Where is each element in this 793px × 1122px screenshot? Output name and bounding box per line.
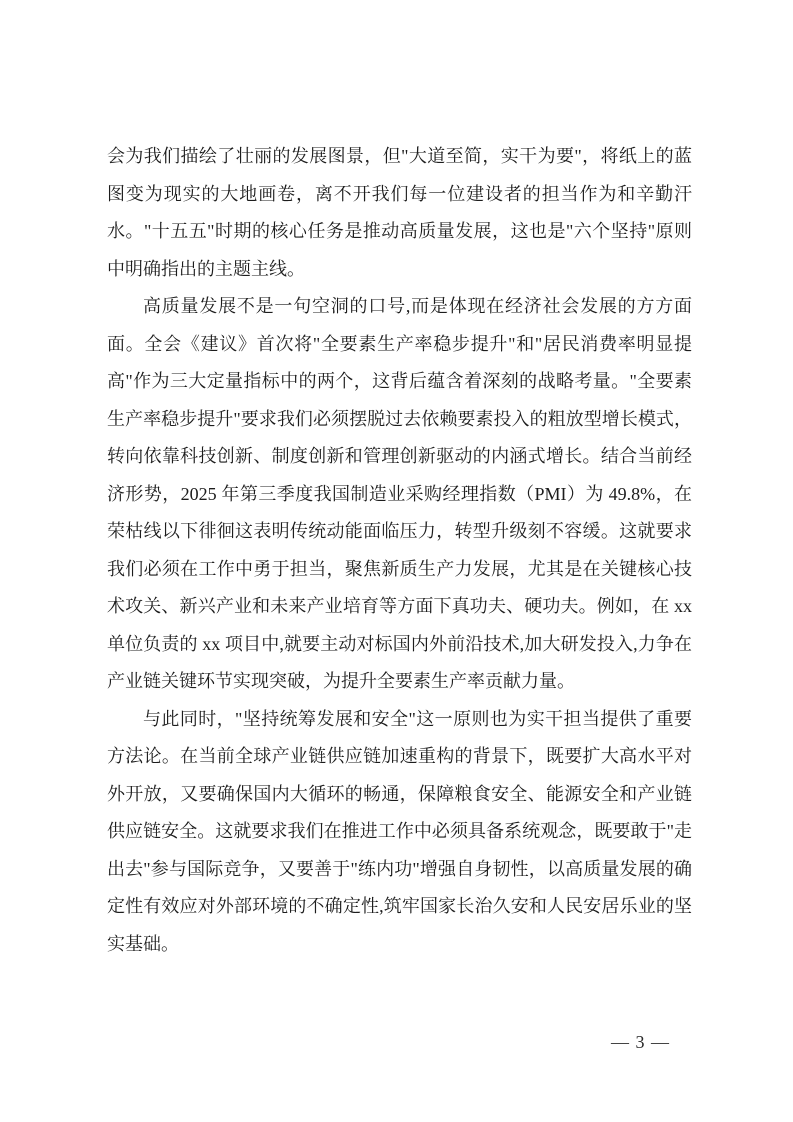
paragraph-high-quality-development: 高质量发展不是一句空洞的口号,而是体现在经济社会发展的方方面面。全会《建议》首次将"全要素生产率稳步提升"和"居民消费率明显提高"作为三大定量指标中的两个，这背后蕴含着深刻的战略考量。"全要素生产率稳步提升"要求我们必须摆脱过去依赖要素投入的粗放型增长模式，转向依靠科技创新、制度创新和管理创新驱动的内涵式增长。结合当前经济形势，2025 年第三季度我国制造业采购经理指数（PMI）为 49.8%，在荣枯线以下徘徊这表明传统动能面临压力，转型升级刻不容缓。这就要求我们必须在工作中勇于担当，聚焦新质生产力发展，尤其是在关键核心技术攻关、新兴产业和未来产业培育等方面下真功夫、硬功夫。例如，在 xx 单位负责的 xx 项目中,就要主动对标国内外前沿技术,加大研发投入,力争在产业链关键环节实现突破，为提升全要素生产率贡献力量。	[107, 296, 692, 691]
paragraph-development-and-security: 与此同时，"坚持统筹发展和安全"这一原则也为实干担当提供了重要方法论。在当前全球产业链供应链加速重构的背景下，既要扩大高水平对外开放，又要确保国内大循环的畅通，保障粮食安全、能源安全和产业链供应链安全。这就要求我们在推进工作中必须具备系统观念，既要敢于"走出去"参与国际竞争，又要善于"练内功"增强自身韧性，以高质量发展的确定性有效应对外部环境的不确定性,筑牢国家长治久安和人民安居乐业的坚实基础。	[107, 708, 692, 954]
paragraph-continuation: 会为我们描绘了壮丽的发展图景，但"大道至简，实干为要"，将纸上的蓝图变为现实的大地画卷，离不开我们每一位建设者的担当作为和辛勤汗水。"十五五"时期的核心任务是推动高质量发展，这也是"六个坚持"原则中明确指出的主题主线。	[107, 146, 692, 279]
document-body	[107, 138, 692, 963]
page-number: — 3 —	[611, 1032, 670, 1052]
